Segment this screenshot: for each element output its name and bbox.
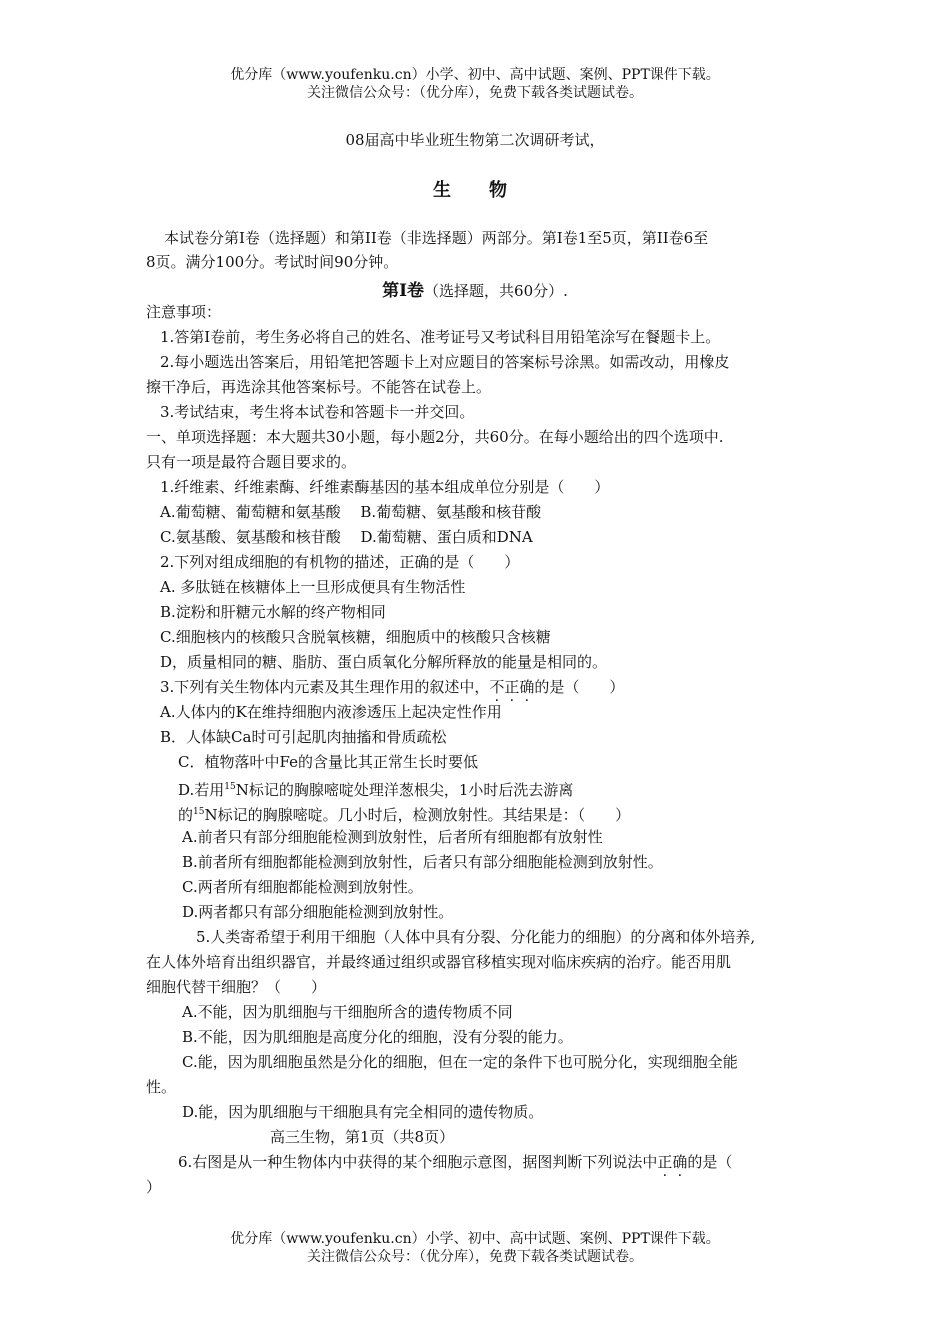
q2-option-c: C.细胞核内的核酸只含脱氧核糖，细胞质中的核酸只含核糖 — [160, 628, 551, 646]
q5-option-b: B.不能，因为肌细胞是高度分化的细胞，没有分裂的能力。 — [182, 1028, 573, 1046]
q1-stem: 1.纤维素、纤维素酶、纤维素酶基因的基本组成单位分别是（ ） — [160, 478, 610, 496]
q5-stem-2: 在人体外培育出组织器官，并最终通过组织或器官移植实现对临床疾病的治疗。能否用肌 — [146, 953, 732, 971]
q5-option-c-2: 性。 — [146, 1078, 177, 1096]
notice-item-1: 1.答第I卷前，考生务必将自己的姓名、准考证号又考试科目用铅笔涂写在餐题卡上。 — [160, 328, 721, 346]
notice-heading: 注意事项： — [146, 303, 222, 321]
section-heading-bold: 第I卷 — [382, 281, 425, 301]
q3-d-pre: D.若用 — [178, 781, 225, 799]
superscript: 15 — [224, 782, 236, 792]
q4-option-d: D.两者都只有部分细胞能检测到放射性。 — [182, 903, 454, 921]
q4-option-a: A.前者只有部分细胞能检测到放射性，后者所有细胞都有放射性 — [182, 828, 603, 846]
exam-title: 08届高中毕业班生物第二次调研考试， — [345, 131, 605, 149]
page-header — [0, 66, 950, 102]
emphasis-char: 确 — [672, 1153, 688, 1171]
emphasis-char: 正 — [657, 1153, 673, 1171]
q2-option-d: D，质量相同的糖、脂肪、蛋白质氧化分解所释放的能量是相同的。 — [160, 653, 608, 671]
footer-line-2: 关注微信公众号：（优分库），免费下载各类试题试卷。 — [307, 1249, 643, 1265]
q3-option-c: C．植物落叶中Fe的含量比其正常生长时要低 — [178, 753, 478, 771]
notice-item-3: 3.考试结束，考生将本试卷和答题卡一并交回。 — [160, 403, 475, 421]
q3-stem-post: 的是（ ） — [534, 678, 625, 696]
q2-option-a: A. 多肽链在核糖体上一旦形成便具有生物活性 — [160, 578, 466, 596]
q6-stem — [178, 1152, 732, 1172]
q4-stem-post: N标记的胸腺嘧啶。几小时后，检测放射性。其结果是：（ ） — [204, 806, 631, 824]
section-heading-rest: （选择题，共60分）. — [424, 282, 568, 300]
q5-stem-3: 细胞代替干细胞？（ ） — [146, 978, 327, 996]
superscript: 15 — [193, 807, 205, 817]
emphasis-char: 确 — [519, 678, 535, 696]
header-line-1: 优分库（www.youfenku.cn）小学、初中、高中试题、案例、PPT课件下载。 — [230, 67, 720, 83]
q1-options-ab: A.葡萄糖、葡萄糖和氨基酸 B.葡萄糖、氨基酸和核苷酸 — [160, 503, 542, 521]
q5-option-d: D.能，因为肌细胞与干细胞具有完全相同的遗传物质。 — [182, 1103, 544, 1121]
page-number-note: 高三生物，第1页（共8页） — [270, 1128, 455, 1146]
part1-instructions-2: 只有一项是最符合题目要求的。 — [146, 453, 357, 471]
emphasis-char: 正 — [504, 678, 520, 696]
subject-title: 生 物 — [433, 180, 517, 201]
q1-options-cd: C.氨基酸、氨基酸和核苷酸 D.葡萄糖、蛋白质和DNA — [160, 528, 533, 546]
q4-stem — [178, 802, 630, 825]
q5-option-c-1: C.能，因为肌细胞虽然是分化的细胞，但在一定的条件下也可脱分化，实现细胞全能 — [182, 1053, 738, 1071]
part1-instructions-1: 一、单项选择题：本大题共30小题，每小题2分，共60分。在每小题给出的四个选项中. — [146, 428, 724, 446]
intro-line-2: 8页。满分100分。考试时间90分钟。 — [146, 253, 399, 271]
page-footer — [0, 1230, 950, 1266]
section-heading — [0, 276, 950, 301]
q5-option-a: A.不能，因为肌细胞与干细胞所含的遗传物质不同 — [182, 1003, 513, 1021]
q6-stem-post: 的是（ — [687, 1153, 733, 1171]
footer-line-1: 优分库（www.youfenku.cn）小学、初中、高中试题、案例、PPT课件下载。 — [230, 1231, 720, 1247]
intro-line-1: 本试卷分第I卷（选择题）和第II卷（非选择题）两部分。第I卷1至5页，第II卷6至 — [164, 229, 709, 247]
q6-stem-pre: 6.右图是从一种生物体内中获得的某个细胞示意图，据图判断下列说法中 — [178, 1153, 658, 1171]
q3-option-a: A.人体内的K在维持细胞内液渗透压上起决定性作用 — [160, 703, 502, 721]
notice-item-2a: 2.每小题选出答案后，用铅笔把答题卡上对应题目的答案标号涂黑。如需改动，用橡皮 — [160, 353, 730, 371]
notice-item-2b: 擦干净后，再选涂其他答案标号。不能答在试卷上。 — [146, 378, 492, 396]
q4-option-c: C.两者所有细胞都能检测到放射性。 — [182, 878, 423, 896]
emphasis-char: 不 — [489, 678, 505, 696]
q4-stem-pre: 的 — [178, 806, 194, 824]
q3-stem-pre: 3.下列有关生物体内元素及其生理作用的叙述中， — [160, 678, 490, 696]
header-line-2: 关注微信公众号：（优分库），免费下载各类试题试卷。 — [307, 85, 643, 101]
q6-stem-2: ） — [146, 1178, 162, 1196]
q3-option-b: B．人体缺Ca时可引起肌肉抽搐和骨质疏松 — [160, 728, 447, 746]
q2-option-b: B.淀粉和肝糖元水解的终产物相同 — [160, 603, 386, 621]
q2-stem: 2.下列对组成细胞的有机物的描述，正确的是（ ） — [160, 553, 520, 571]
q3-option-d — [178, 777, 573, 800]
q4-option-b: B.前者所有细胞都能检测到放射性，后者只有部分细胞能检测到放射性。 — [182, 853, 663, 871]
q5-stem-1: 5.人类寄希望于利用干细胞（人体中具有分裂、分化能力的细胞）的分离和体外培养, — [196, 928, 756, 946]
q3-stem — [160, 677, 624, 697]
q3-d-post: N标记的胸腺嘧啶处理洋葱根尖，1小时后洗去游离 — [235, 781, 574, 799]
